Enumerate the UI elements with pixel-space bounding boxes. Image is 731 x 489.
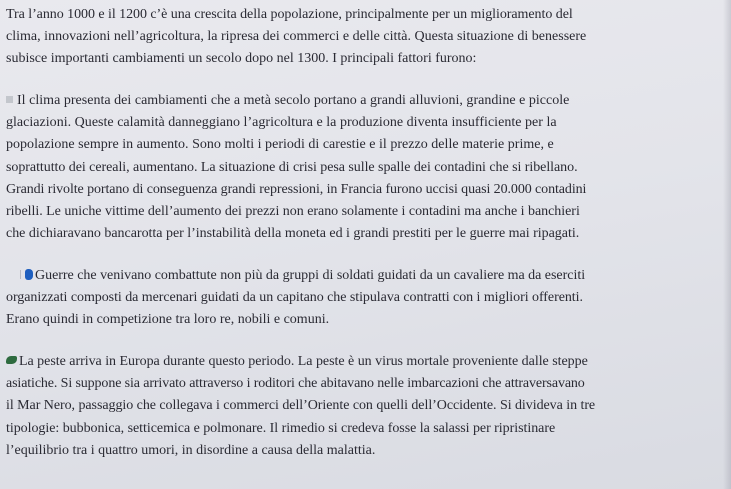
text-line: Guerre che venivano combattute non più da gruppi di soldati guidati da un cavaliere ma da eserciti — [35, 268, 586, 283]
blue-bullet-icon — [25, 269, 33, 280]
text-line: il Mar Nero, passaggio che collegava i commerci dell’Oriente con quelli dell’Occidente. Si divideva in tre — [6, 398, 596, 414]
text-line: Tra l’anno 1000 e il 1200 c’è una crescita della popolazione, principalmente per un miglioramento del — [6, 7, 573, 22]
text-line: l’equilibrio tra i quattro umori, in disordine a causa della malattia. — [6, 442, 376, 458]
text-line: organizzati composti da mercenari guidati da un capitano che stipulava contratti con i migliori offerenti. — [6, 290, 583, 306]
text-line: clima, innovazioni nell’agricoltura, la ripresa dei commerci e delle città. Questa situazione di benessere — [6, 29, 587, 45]
text-line-with-bullet — [6, 351, 727, 373]
text-line: La peste arriva in Europa durante questo periodo. La peste è un virus mortale proveniente dalle steppe — [19, 354, 588, 369]
text-line: tipologie: bubbonica, setticemica e polmonare. Il rimedio si credeva fosse la salassi per ripristinare — [6, 420, 556, 436]
wars-paragraph — [6, 265, 727, 332]
text-line: Il clima presenta dei cambiamenti che a metà secolo portano a grandi alluvioni, grandine e piccole — [17, 93, 570, 108]
text-line-with-bullet — [6, 265, 727, 287]
text-line: subisce importanti cambiamenti un secolo dopo nel 1300. I principali fattori furono: — [6, 51, 477, 67]
text-line: Grandi rivolte portano di conseguenza grandi repressioni, in Francia furono uccisi quasi 20.000 contadini — [6, 181, 587, 197]
text-line: Erano quindi in competizione tra loro re, nobili e comuni. — [6, 312, 330, 328]
intro-paragraph — [6, 4, 727, 71]
text-line: glaciazioni. Queste calamità danneggiano l’agricoltura e la produzione diventa insufficiente per la — [6, 115, 557, 131]
text-line: asiatiche. Si suppone sia arrivato attraverso i roditori che abitavano nelle imbarcazioni che attraversavano — [6, 376, 585, 392]
text-line: soprattutto dei cereali, aumentano. La situazione di crisi pesa sulle spalle dei contadini che si ribellano. — [6, 159, 578, 175]
text-line: che dichiaravano bancarotta per l’instabilità della moneta ed i grandi prestiti per le guerre mai ripagati. — [6, 226, 580, 242]
text-line-with-bullet — [6, 90, 727, 112]
page-edge-shadow — [723, 0, 731, 489]
climate-paragraph — [6, 90, 727, 245]
green-bullet-icon — [6, 356, 17, 364]
plague-paragraph — [6, 351, 727, 462]
text-line: ribelli. Le uniche vittime dell’aumento dei prezzi non erano solamente i contadini ma anche i banchieri — [6, 203, 580, 219]
pencil-tick-icon — [16, 270, 21, 279]
square-bullet-icon — [6, 96, 13, 103]
text-line: popolazione sempre in aumento. Sono molti i periodi di carestie e il prezzo delle materie prime, e — [6, 137, 554, 153]
